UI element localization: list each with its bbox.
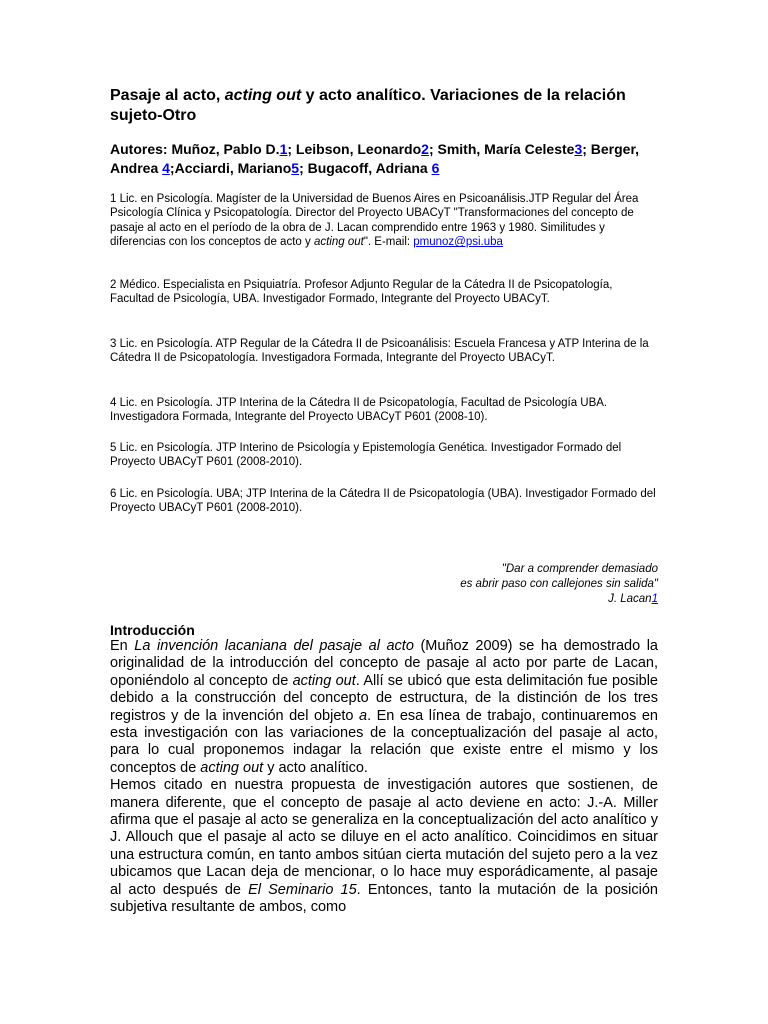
- footnote-link-6[interactable]: 6: [431, 160, 440, 176]
- author-note-3: 3 Lic. en Psicología. ATP Regular de la Cátedra II de Psicoanálisis: Escuela Francesa y ATP Interina de la Cátedra II de Psicopatología. Investigadora Formada, Integrante del Proyecto UBACyT.: [110, 338, 649, 365]
- note-text: ". E-mail:: [363, 236, 414, 249]
- footnote-link-3[interactable]: 3: [574, 141, 583, 157]
- author-text: ;Acciardi, Mariano: [169, 160, 292, 176]
- author-note-1: [110, 192, 658, 250]
- paragraph-1: En La invención lacaniana del pasaje al acto (Muñoz 2009) se ha demostrado la originalidad de la introducción del concepto de pasaje al acto por parte de Lacan, oponiéndolo al concepto de acting out. Allí se ubicó que esta delimitación fue posible debido a la construcción del concepto de estructura, de la distinción de los tres registros y de la invención del objeto a. En esa línea de trabajo, continuaremos en esta investigación con las variaciones de la conceptualización del pasaje al acto, para lo cual proponemos indagar la relación que existe entre el mismo y los conceptos de acting out y acto analítico.: [110, 638, 658, 776]
- author-note-2: 2 Médico. Especialista en Psiquiatría. Profesor Adjunto Regular de la Cátedra II de Psicopatología, Facultad de Psicología, UBA. Investigador Formado, Integrante del Proyecto UBACyT.: [110, 279, 613, 306]
- author-text: ; Smith, María Celeste: [428, 141, 575, 157]
- author-note-6: 6 Lic. en Psicología. UBA; JTP Interina de la Cátedra II de Psicopatología (UBA). Investigador Formado del Proyecto UBACyT P601 (2008-2010).: [110, 488, 656, 515]
- title-part: y acto analítico. Variaciones de la relación sujeto-Otro: [110, 87, 626, 124]
- footnote-link-2[interactable]: 2: [421, 141, 429, 157]
- page-title: [110, 86, 658, 126]
- epigraph: [258, 562, 658, 607]
- author-text: ; Leibson, Leonardo: [287, 141, 422, 157]
- epigraph-author: J. Lacan1: [608, 593, 658, 605]
- author-text: ; Berger, Andrea: [110, 141, 640, 176]
- author-text: Autores: Muñoz, Pablo D.: [110, 141, 280, 157]
- authors-line: [110, 140, 658, 178]
- note-text: 1 Lic. en Psicología. Magíster de la Universidad de Buenos Aires en Psicoanálisis.JTP Regular del Área Psicología Clínica y Psicopatología. Director del Proyecto UBACyT "Transformaciones del concepto de pasaje al acto en el período de la obra de J. Lacan comprendido entre 1963 y 1980. Similitudes y diferencias con los conceptos de acto y: [110, 193, 639, 249]
- author-text: ; Bugacoff, Adriana: [299, 160, 432, 176]
- footnote-link-4[interactable]: 4: [162, 160, 170, 176]
- epigraph-footnote-link[interactable]: 1: [651, 593, 658, 605]
- footnote-link-5[interactable]: 5: [291, 160, 300, 176]
- title-part: Pasaje al acto,: [110, 87, 225, 104]
- intro-body: [110, 638, 658, 917]
- note-italic: acting out: [313, 236, 364, 249]
- footnote-link-1[interactable]: 1: [279, 141, 288, 157]
- title-italic: acting out: [224, 87, 302, 104]
- epigraph-line: es abrir paso con callejones sin salida": [460, 578, 658, 590]
- section-heading-introduccion: Introducción: [110, 622, 195, 638]
- epigraph-line: "Dar a comprender demasiado: [501, 563, 658, 575]
- author-note-4: 4 Lic. en Psicología. JTP Interina de la Cátedra II de Psicopatología, Facultad de Psicología UBA. Investigadora Formada, Integrante del Proyecto UBACyT P601 (2008-10).: [110, 397, 608, 424]
- paragraph-2: Hemos citado en nuestra propuesta de investigación autores que sostienen, de manera diferente, que el concepto de pasaje al acto deviene en acto: J.-A. Miller afirma que el pasaje al acto se generaliza en la conceptualización del acto analítico y J. Allouch que el pasaje al acto se diluye en el acto analítico. Coincidimos en situar una estructura común, en tanto ambos sitúan cierta mutación del sujeto pero a la vez ubicamos que Lacan deja de mencionar, o lo hace muy esporádicamente, al pasaje al acto después de El Seminario 15. Entonces, tanto la mutación de la posición subjetiva resultante de ambos, como: [110, 777, 659, 916]
- email-link[interactable]: pmunoz@psi.uba: [413, 236, 503, 249]
- author-note-5: 5 Lic. en Psicología. JTP Interino de Psicología y Epistemología Genética. Investigador Formado del Proyecto UBACyT P601 (2008-2010).: [110, 442, 622, 469]
